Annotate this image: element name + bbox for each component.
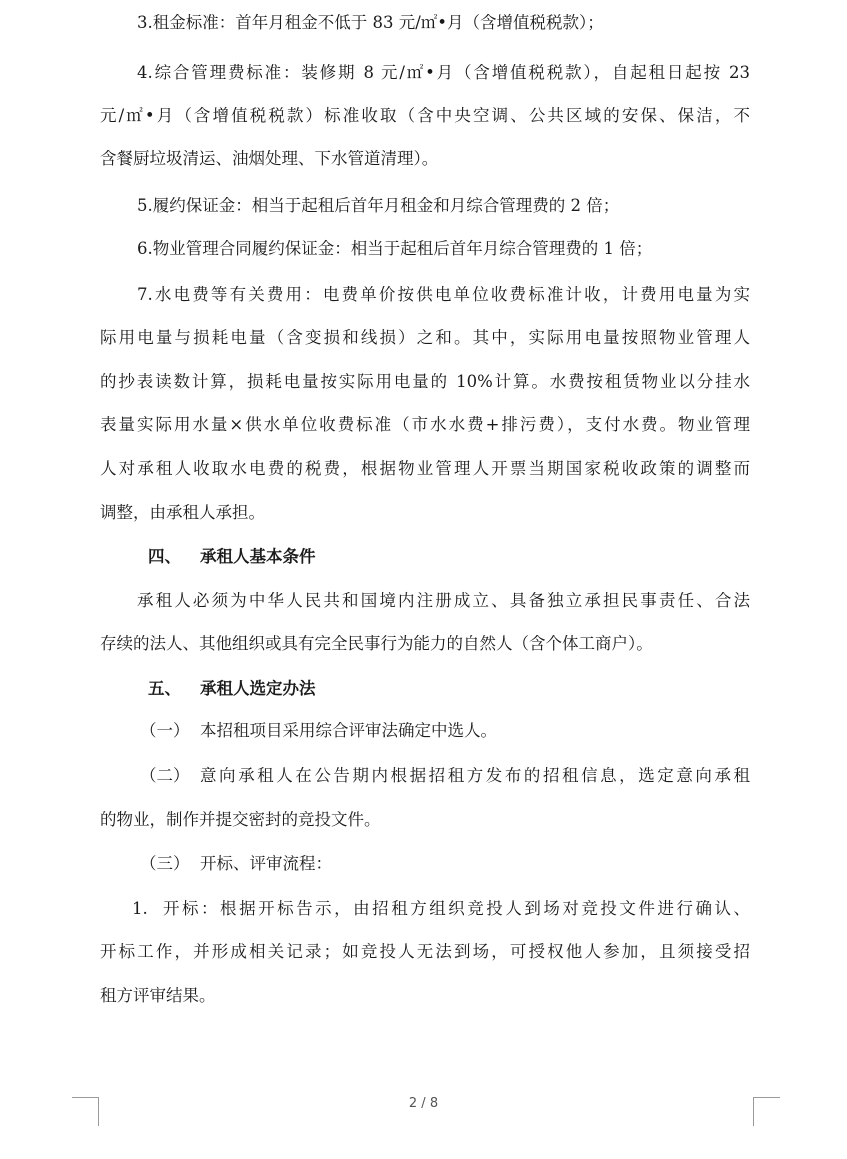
- paragraph-text: 6.物业管理合同履约保证金：相当于起租后首年月综合管理费的 1 倍；: [137, 239, 653, 258]
- paragraph-text: 3.租金标准：首年月租金不低于 83 元/㎡•月（含增值税税款）；: [137, 13, 604, 32]
- subsection-number: （三）: [140, 854, 190, 873]
- paragraph-line: 含餐厨垃圾清运、油烟处理、下水管道清理）。: [100, 149, 439, 168]
- paragraph-line: 表量实际用水量×供水单位收费标准（市水水费+排污费），支付水费。物业管理: [100, 415, 750, 434]
- paragraph-line: 人对承租人收取水电费的税费，根据物业管理人开票当期国家税收政策的调整而: [100, 459, 750, 478]
- page-number: 2 / 8: [408, 1096, 439, 1111]
- subsection-text: 意向承租人在公告期内根据招租方发布的招租信息，选定意向承租: [200, 766, 750, 785]
- heading-title: 承租人基本条件: [200, 547, 316, 566]
- paragraph-line: 的物业，制作并提交密封的竞投文件。: [100, 810, 381, 829]
- subsection-number: （二）: [140, 766, 190, 785]
- heading-number: 五、: [148, 679, 181, 698]
- paragraph-line: 租方评审结果。: [100, 986, 216, 1005]
- paragraph-line: 元/㎡•月（含增值税税款）标准收取（含中央空调、公共区域的安保、保洁，不: [100, 106, 750, 125]
- paragraph-line: 际用电量与损耗电量（含变损和线损）之和。其中，实际用电量按照物业管理人: [100, 328, 750, 347]
- paragraph-line: 的抄表读数计算，损耗电量按实际用电量的 10%计算。水费按租赁物业以分挂水: [100, 372, 750, 391]
- heading-number: 四、: [148, 547, 181, 566]
- subsection-text: 本招租项目采用综合评审法确定中选人。: [200, 721, 497, 740]
- heading-title: 承租人选定办法: [200, 679, 316, 698]
- paragraph-line: 7.水电费等有关费用：电费单价按供电单位收费标准计收，计费用电量为实: [137, 285, 750, 304]
- list-item-text: 开标：根据开标告示，由招租方组织竞投人到场对竞投文件进行确认、: [163, 899, 750, 918]
- paragraph-line: 调整，由承租人承担。: [100, 503, 265, 522]
- paragraph-line: 存续的法人、其他组织或具有完全民事行为能力的自然人（含个体工商户）。: [100, 634, 653, 653]
- subsection-number: （一）: [140, 721, 190, 740]
- paragraph-text: 5.履约保证金：相当于起租后首年月租金和月综合管理费的 2 倍；: [137, 196, 620, 215]
- subsection-text: 开标、评审流程：: [200, 854, 332, 873]
- list-item-number: 1.: [132, 899, 148, 918]
- paragraph-line: 4.综合管理费标准：装修期 8 元/㎡•月（含增值税税款），自起租日起按 23: [137, 63, 750, 82]
- paragraph-line: 开标工作，并形成相关记录；如竞投人无法到场，可授权他人参加，且须接受招: [100, 942, 750, 961]
- paragraph-line: 承租人必须为中华人民共和国境内注册成立、具备独立承担民事责任、合法: [137, 591, 750, 610]
